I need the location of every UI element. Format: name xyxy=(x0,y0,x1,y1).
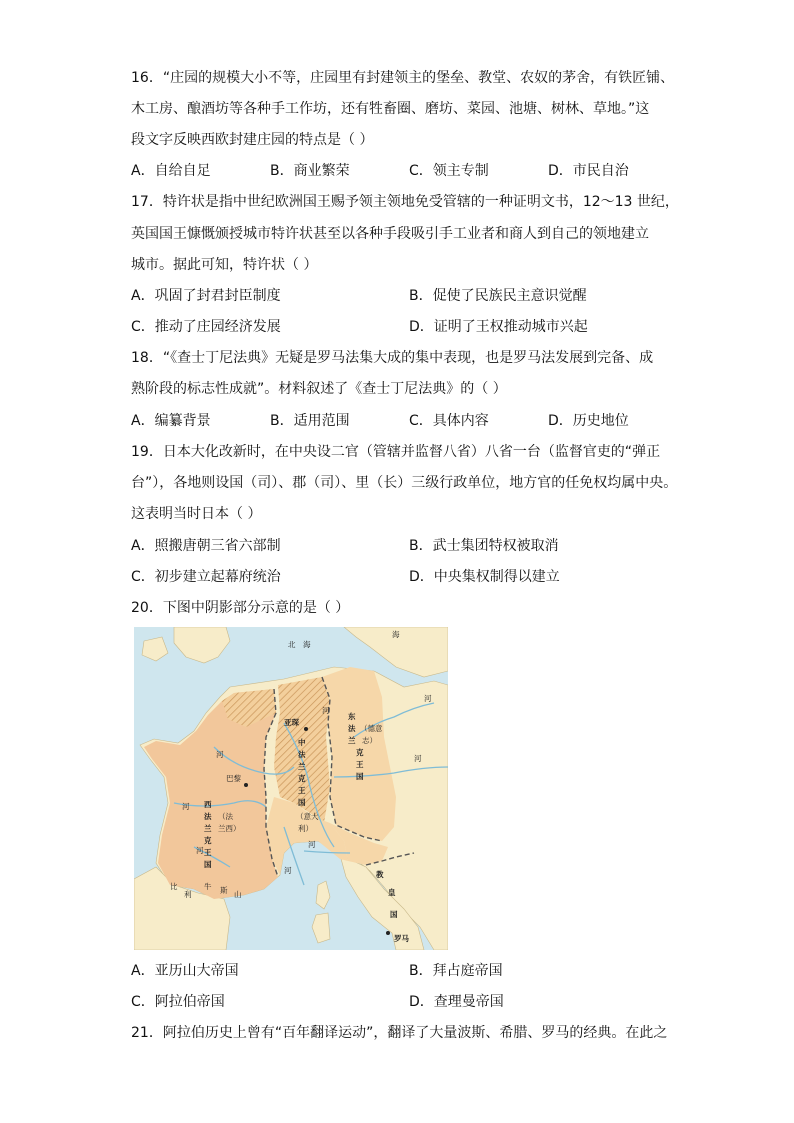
q16-option-c[interactable]: C．领主专制 xyxy=(409,163,489,179)
q18-line-1: 18．“《查士丁尼法典》无疑是罗马法集大成的集中表现，也是罗马法发展到完备、成 xyxy=(131,350,654,366)
frankish-partition-map xyxy=(134,627,448,950)
middle-frank-char-1: 中 xyxy=(298,738,306,747)
pyrenees-char-1: 比 xyxy=(170,882,178,891)
west-frank-char-4: 克 xyxy=(204,836,212,845)
q17-line-2: 英国国王慷慨颁授城市特许状甚至以各种手段吸引手工业者和商人到自己的领地建立 xyxy=(131,226,649,242)
river-label-1: 河 xyxy=(216,750,224,759)
q18-option-c[interactable]: C．具体内容 xyxy=(409,413,489,429)
q17-option-b[interactable]: B．促使了民族民主意识觉醒 xyxy=(409,288,587,304)
east-frank-paren-2: 志） xyxy=(362,736,377,745)
q16-line-3: 段文字反映西欧封建庄园的特点是（ ） xyxy=(131,132,374,148)
middle-frank-char-6: 国 xyxy=(298,798,306,807)
east-frank-paren-1: （德意 xyxy=(360,724,383,733)
east-frank-char-6: 国 xyxy=(356,772,364,781)
q20-option-a[interactable]: A．亚历山大帝国 xyxy=(131,963,239,979)
west-frank-char-1: 西 xyxy=(204,800,212,809)
papal-char-1: 教 xyxy=(376,870,384,879)
east-frank-char-1: 东 xyxy=(348,712,356,721)
q18-option-d[interactable]: D．历史地位 xyxy=(548,413,629,429)
east-frank-char-2: 法 xyxy=(348,724,356,733)
west-frank-char-5: 王 xyxy=(204,848,212,857)
river-label-5: 河 xyxy=(414,754,422,763)
q19-line-2: 台”），各地则设国（司）、郡（司）、里（长）三级行政单位，地方官的任免权均属中央。 xyxy=(131,475,678,491)
q20-option-d[interactable]: D．查理曼帝国 xyxy=(409,994,504,1010)
q20-option-c[interactable]: C．阿拉伯帝国 xyxy=(131,994,225,1010)
pyrenees-char-4: 斯 xyxy=(220,886,228,895)
river-label-2: 河 xyxy=(182,802,190,811)
q18-option-a[interactable]: A．编纂背景 xyxy=(131,413,211,429)
papal-char-3: 国 xyxy=(390,910,398,919)
rome-marker xyxy=(386,931,390,935)
q19-option-b[interactable]: B．武士集团特权被取消 xyxy=(409,538,559,554)
q16-line-1: 16．“庄园的规模大小不等，庄园里有封建领主的堡垒、教堂、农奴的茅舍，有铁匠铺、 xyxy=(131,70,675,86)
q19-option-c[interactable]: C．初步建立起幕府统治 xyxy=(131,569,281,585)
middle-frank-char-5: 王 xyxy=(298,786,306,795)
q18-option-b[interactable]: B．适用范围 xyxy=(270,413,350,429)
west-frank-paren-1: （法 xyxy=(218,812,233,821)
pyrenees-char-5: 山 xyxy=(234,890,242,899)
papal-char-2: 皇 xyxy=(388,888,396,897)
pyrenees-char-2: 利 xyxy=(184,890,192,899)
q20-line-1: 20．下图中阴影部分示意的是（ ） xyxy=(131,600,350,616)
east-frank-char-4: 克 xyxy=(356,748,364,757)
q20-option-b[interactable]: B．拜占庭帝国 xyxy=(409,963,503,979)
river-label-8: 河 xyxy=(308,840,316,849)
paris-label: 巴黎 xyxy=(226,774,241,783)
east-frank-char-5: 王 xyxy=(356,760,364,769)
aachen-marker xyxy=(304,727,308,731)
pyrenees-char-3: 牛 xyxy=(204,882,212,891)
q17-line-1: 17．特许状是指中世纪欧洲国王赐予领主领地免受管辖的一种证明文书，12～13 世纪， xyxy=(131,194,679,210)
q19-option-d[interactable]: D．中央集权制得以建立 xyxy=(409,569,560,585)
rome-label: 罗马 xyxy=(394,934,409,943)
paris-marker xyxy=(244,783,248,787)
map-svg xyxy=(134,627,448,950)
middle-frank-paren-2: 利） xyxy=(298,824,313,833)
west-frank-paren-2: 兰西） xyxy=(218,824,241,833)
river-label-4: 河 xyxy=(322,706,330,715)
aachen-label: 亚琛 xyxy=(284,718,299,727)
q21-line-1: 21．阿拉伯历史上曾有“百年翻译运动”，翻译了大量波斯、希腊、罗马的经典。在此之 xyxy=(131,1025,668,1041)
q19-line-1: 19．日本大化改新时，在中央设二官（管辖并监督八省）八省一台（监督官吏的“弹正 xyxy=(131,444,661,460)
east-frank-char-3: 兰 xyxy=(348,736,356,745)
north-sea-label: 北 海 xyxy=(288,640,311,649)
ocean-char-label: 海 xyxy=(392,630,400,639)
west-frank-char-6: 国 xyxy=(204,860,212,869)
river-label-6: 河 xyxy=(424,694,432,703)
q17-line-3: 城市。据此可知，特许状（ ） xyxy=(131,257,318,273)
river-label-3: 河 xyxy=(196,846,204,855)
q16-option-a[interactable]: A．自给自足 xyxy=(131,163,211,179)
west-frank-char-3: 兰 xyxy=(204,824,212,833)
middle-frank-char-4: 克 xyxy=(298,774,306,783)
middle-frank-char-3: 兰 xyxy=(298,762,306,771)
q16-option-d[interactable]: D．市民自治 xyxy=(548,163,629,179)
q17-option-a[interactable]: A．巩固了封君封臣制度 xyxy=(131,288,281,304)
q19-line-3: 这表明当时日本（ ） xyxy=(131,506,262,522)
middle-frank-char-2: 法 xyxy=(298,750,306,759)
q18-line-2: 熟阶段的标志性成就”。材料叙述了《查士丁尼法典》的（ ） xyxy=(131,381,507,397)
west-frank-char-2: 法 xyxy=(204,812,212,821)
q17-option-c[interactable]: C．推动了庄园经济发展 xyxy=(131,319,281,335)
q19-option-a[interactable]: A．照搬唐朝三省六部制 xyxy=(131,538,281,554)
q16-option-b[interactable]: B．商业繁荣 xyxy=(270,163,350,179)
q17-option-d[interactable]: D．证明了王权推动城市兴起 xyxy=(409,319,588,335)
river-label-7: 河 xyxy=(284,866,292,875)
q16-line-2: 木工房、酿酒坊等各种手工作坊，还有牲畜圈、磨坊、菜园、池塘、树林、草地。”这 xyxy=(131,101,650,117)
middle-frank-paren-1: （意大 xyxy=(296,812,319,821)
